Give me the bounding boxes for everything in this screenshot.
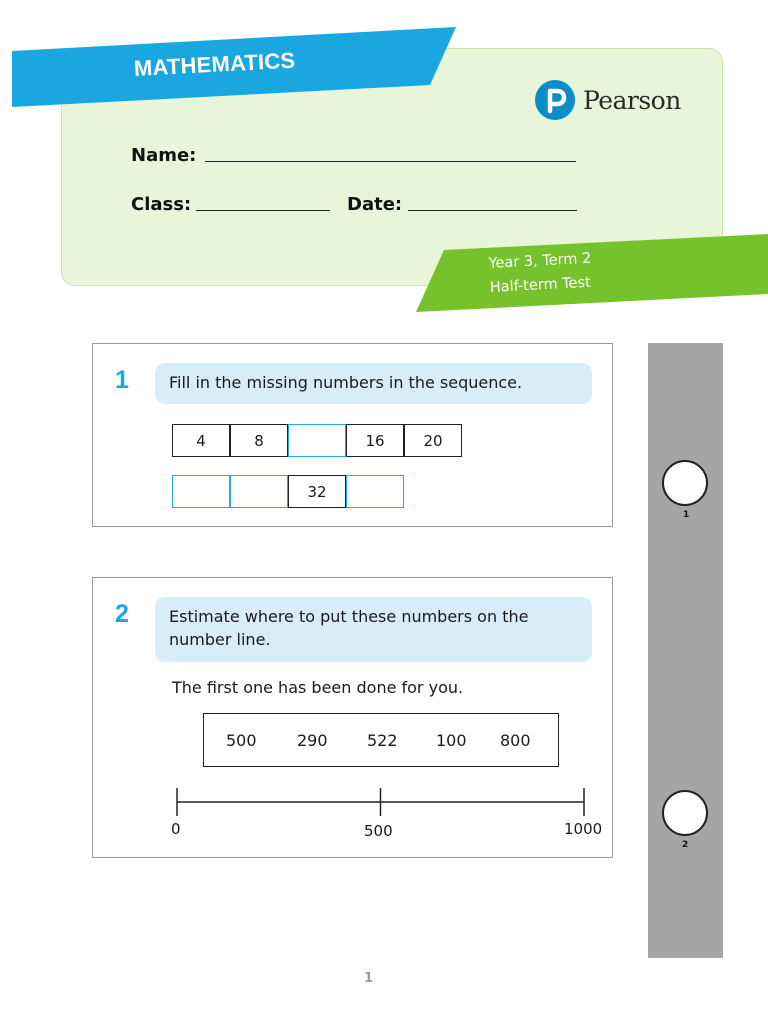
sequence-answer-cell[interactable] bbox=[172, 475, 230, 508]
number-item: 290 bbox=[297, 731, 328, 750]
name-field-line[interactable] bbox=[205, 161, 576, 162]
number-item: 500 bbox=[226, 731, 257, 750]
mark-box-1[interactable] bbox=[662, 460, 708, 506]
date-field-line[interactable] bbox=[408, 210, 577, 211]
date-label: Date: bbox=[347, 194, 403, 215]
question-1-number: 1 bbox=[115, 366, 129, 394]
term-line-1: Year 3, Term 2 bbox=[488, 250, 592, 272]
question-2-prompt: Estimate where to put these numbers on the number line. bbox=[155, 597, 592, 662]
question-2-number: 2 bbox=[115, 600, 129, 628]
sequence-answer-cell[interactable] bbox=[346, 475, 404, 508]
sequence-answer-cell[interactable] bbox=[288, 424, 346, 457]
number-item: 522 bbox=[367, 731, 398, 750]
sequence-cell: 20 bbox=[404, 424, 462, 457]
sequence-cell: 8 bbox=[230, 424, 288, 457]
sequence-cell: 4 bbox=[172, 424, 230, 457]
marks-margin-strip bbox=[648, 343, 723, 958]
pearson-logo-text: Pearson bbox=[583, 85, 681, 115]
number-item: 800 bbox=[500, 731, 531, 750]
mark-label-1: 1 bbox=[683, 510, 690, 520]
term-text bbox=[488, 247, 593, 300]
number-line-mid-label: 500 bbox=[364, 822, 393, 840]
subject-title: MATHEMATICS bbox=[133, 47, 296, 81]
term-line-2: Half-term Test bbox=[489, 274, 592, 296]
class-label: Class: bbox=[131, 194, 192, 215]
mark-label-2: 2 bbox=[682, 840, 689, 850]
question-1-prompt: Fill in the missing numbers in the sequence. bbox=[155, 363, 592, 404]
class-field-line[interactable] bbox=[196, 210, 330, 211]
mark-box-2[interactable] bbox=[662, 790, 708, 836]
name-label: Name: bbox=[131, 145, 197, 166]
number-line-min-label: 0 bbox=[171, 820, 181, 838]
page-number: 1 bbox=[364, 971, 374, 986]
numbers-card bbox=[203, 713, 559, 767]
pearson-logo bbox=[535, 78, 681, 122]
sequence-answer-cell[interactable] bbox=[230, 475, 288, 508]
number-item: 100 bbox=[436, 731, 467, 750]
sequence-cell: 16 bbox=[346, 424, 404, 457]
number-line-max-label: 1000 bbox=[564, 820, 603, 838]
question-2-instruction: The first one has been done for you. bbox=[172, 678, 464, 697]
sequence-cell: 32 bbox=[288, 475, 346, 508]
pearson-logo-icon bbox=[535, 80, 575, 120]
